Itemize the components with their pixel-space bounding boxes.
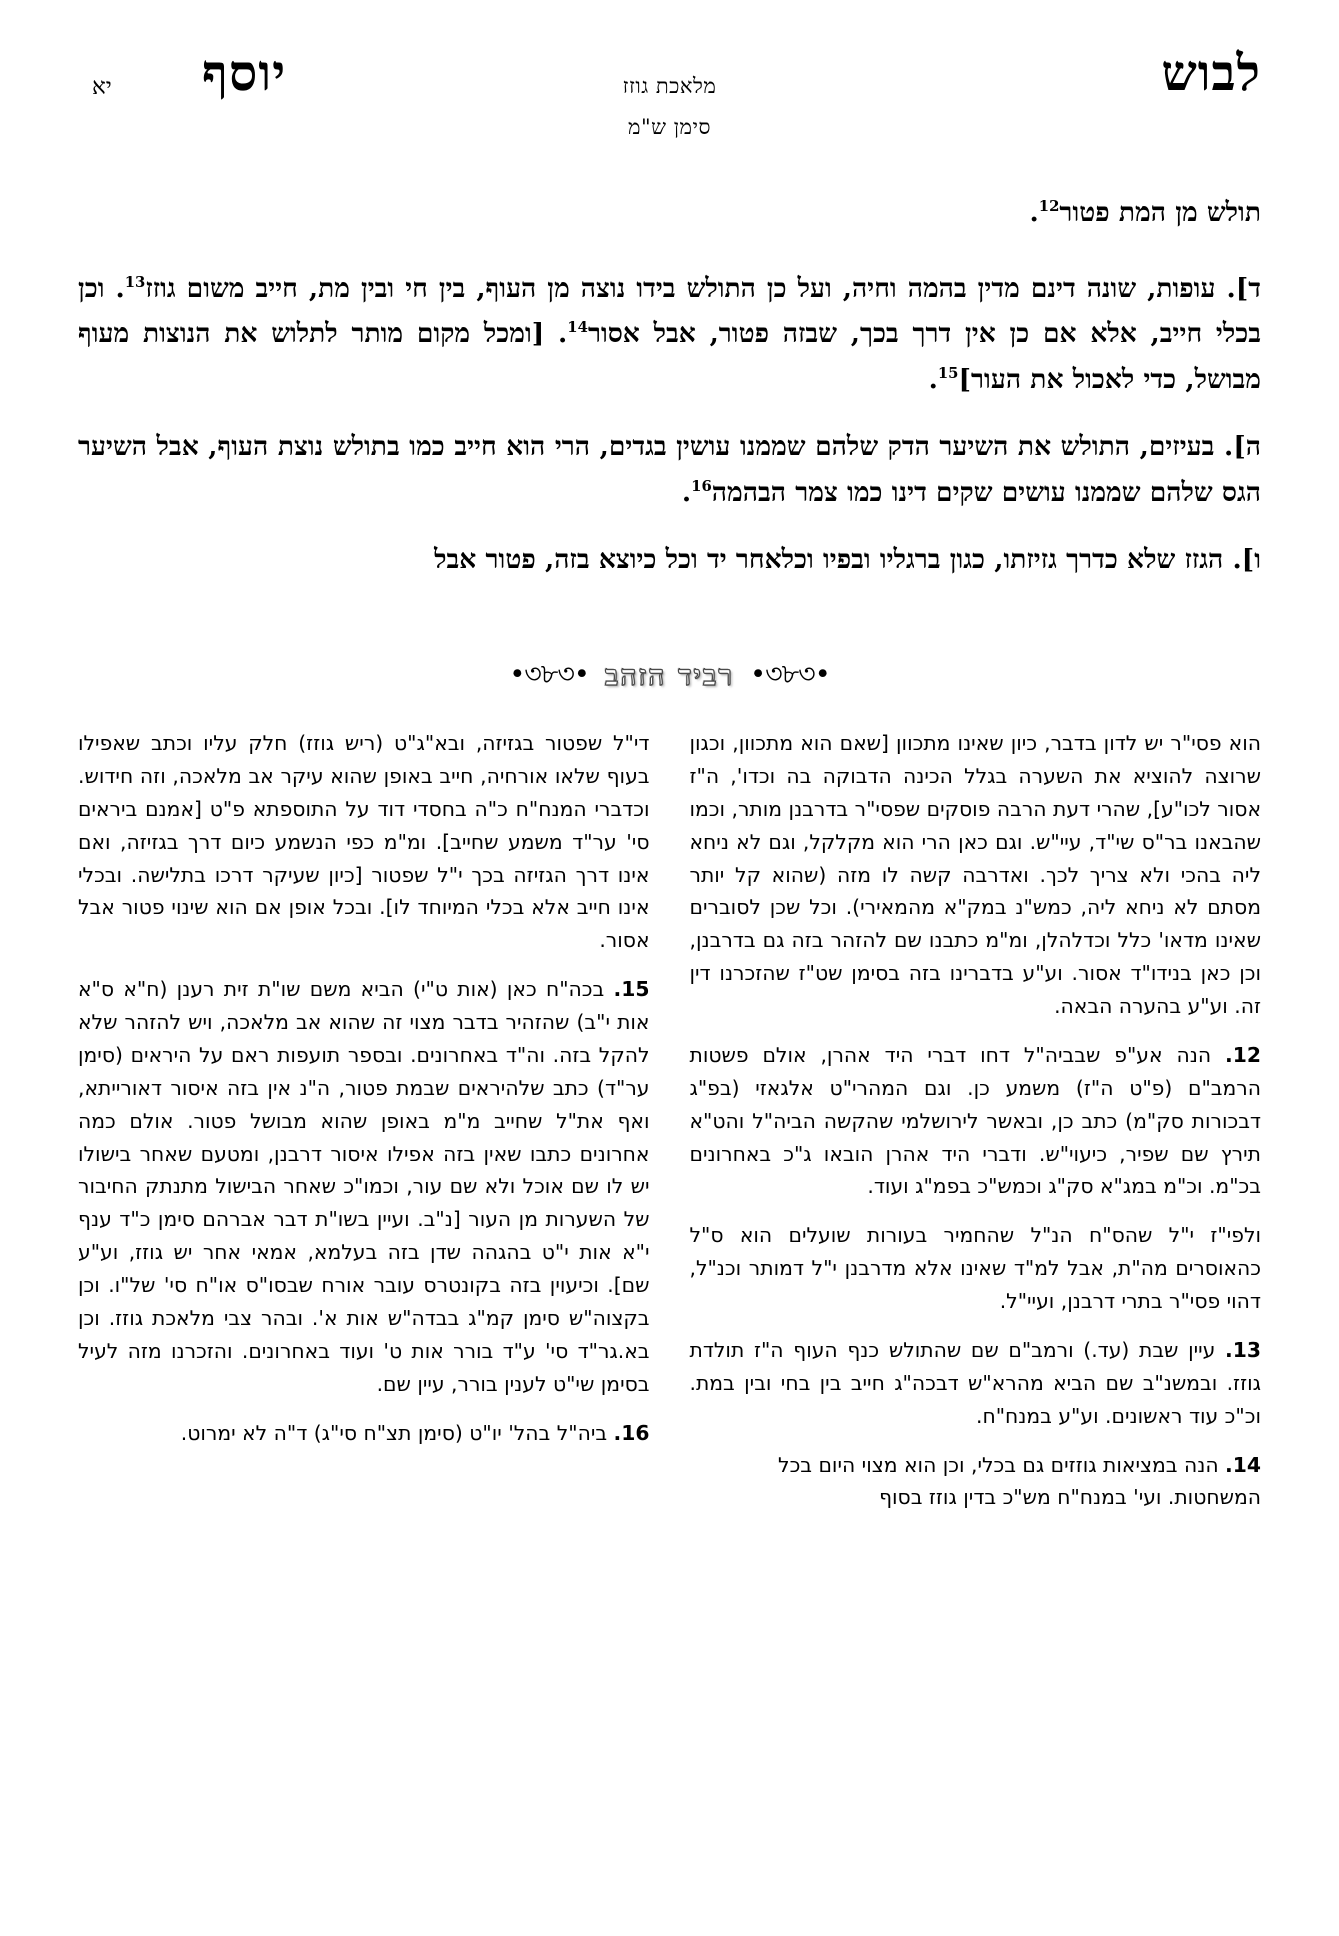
commentary-note	[690, 1334, 1262, 1433]
commentary-title: רביד הזהב	[604, 659, 735, 693]
main-text-paragraph: ד]. עופות, שונה דינם מדין בהמה וחיה, ועל כן התולש בידו נוצה מן העוף, בין חי ובין מת, חייב משום גוזז$^{13}$. וכן בכלי חייב, אלא אם כן אין דרך בכך, שבזה פטור, אבל אסור$^{14}$. [ומכל מקום מותר לתלוש את הנוצות מעוף מבושל, כדי לאכול את העור]$^{15}$.	[78, 272, 1261, 395]
main-text-body	[78, 190, 1261, 583]
footnote-ref[interactable]: 14	[567, 319, 588, 337]
commentary-column-right	[690, 727, 1262, 1514]
ornament-left-icon: •৩৮৩•	[750, 658, 830, 690]
header-left-title: יוסף	[202, 43, 287, 102]
commentary-note	[78, 1417, 650, 1450]
commentary-note-text: עיין שבת (עד.) ורמב"ם שם שהתולש כנף העוף ה"ז תולדת גוזז. ובמשנ"ב שם הביא מהרא"ש דבכה"ג חייב בין בחי ובין במת. וכ"כ עוד ראשונים. וע"ע במנח"ח.	[689, 1337, 1261, 1428]
page-header	[78, 43, 1261, 164]
footnote-ref[interactable]: 15	[937, 364, 959, 382]
section-label: ה].	[1223, 431, 1261, 463]
footnote-ref[interactable]: 16	[691, 478, 712, 496]
commentary-note	[690, 1449, 1262, 1515]
commentary-note-text: די"ל שפטור בגזיזה, ובא"ג"ט (ריש גוזז) חלק עליו וכתב שאפילו בעוף שלאו אורחיה, חייב באופן שהוא עיקר אב מלאכה, וזה חידוש. וכדברי המנח"ח כ"ה בחסדי דוד על התוספתא פ"ט [אמנם ביראים סי' ער"ד משמע שחייב]. ומ"מ כפי הנשמע כיום דרך בגזיזה, ואם אינו דרך הגזיזה בכך י"ל שפטור [כיון שעיקר דרכו בתלישה. ובכלי אינו חייב אלא בכלי המיוחד לו]. ובכל אופן אם הוא שינוי פטור אבל אסור.	[78, 731, 650, 953]
main-text-paragraphs	[78, 266, 1261, 583]
commentary-note-number: 12.	[1225, 1042, 1261, 1067]
header-center	[510, 76, 830, 138]
commentary-note-text: הנה במציאות גוזזים גם בכלי, וכן הוא מצוי היום בכל המשחטות. ועי' במנח"ח מש"כ בדין גוזז בסוף	[778, 1452, 1261, 1510]
main-text-paragraph: ה]. בעיזים, התולש את השיער הדק שלהם שממנו עושין בגדים, הרי הוא חייב כמו בתולש נוצת העוף, אבל השיער הגס שלהם שממנו עושים שקים דינו כמו צמר הבהמה$^{16}$.	[78, 431, 1261, 508]
main-text-fragment-top: תולש מן המת פטור$^{12}$.	[1029, 197, 1261, 228]
commentary-note-text: בכה"ח כאן (אות ט"י) הביא משם שו"ת זית רענן (ח"א ס"א אות י"ב) שהזהיר בדבר מצוי זה שהוא אב מלאכה, ויש להזהר שלא להקל בזה. וה"ד באחרונים. ובספר תועפות ראם על היראים (סימן ער"ד) כתב שלהיראים שבמת פטור, ה"נ אין בזה איסור דאורייתא, ואף את"ל שחייב מ"מ באופן שהוא מבושל פטור. אולם כמה אחרונים כתבו שאין בזה אפילו איסור דרבנן, ומטעם שאחר בישולו יש לו שם אוכל ולא שם עור, וכמו"כ שאחר הבישול מתנתק החיבור של השערות מן העור [נ"ב. ועיין בשו"ת דבר אברהם סימן כ"ד ענף י"א אות י"ט בהגהה שדן בזה בעלמא, אמאי אחר יש גוזז, וע"ע שם]. וכיעוין בזה בקונטרס עובר אורח שבסו"ס או"ח סי' של"ו. וכן בקצוה"ש סימן קמ"ג בבדה"ש אות א'. ובהר צבי מלאכת גוזז. וכן בא.גר"ד סי' ע"ד בורר אות ט' ועוד באחרונים. והזכרנו מזה לעיל בסימן שי"ט לענין בורר, עיין שם.	[78, 977, 650, 1396]
header-siman-number: סימן ש"מ	[628, 115, 711, 139]
commentary-column-left	[78, 727, 650, 1514]
commentary-note-number: 14.	[1225, 1452, 1261, 1477]
commentary-note-number: 15.	[613, 977, 650, 1002]
section-label: ו].	[1232, 544, 1261, 576]
commentary-note	[78, 727, 650, 957]
commentary-note-number: 13.	[1225, 1337, 1261, 1362]
commentary-note-text: ולפי"ז י"ל שהס"ח הנ"ל שהחמיר בעורות שועלים הוא ס"ל כהאוסרים מה"ת, אבל למ"ד שאינו אלא מדרבנן י"ל דמותר וכנ"ל, דהוי פסי"ר בתרי דרבנן, ועיי"ל.	[689, 1223, 1261, 1314]
page-number: יא	[92, 74, 112, 100]
ornament-right-icon: •৩৮৩•	[509, 658, 589, 690]
commentary-note-text: ביה"ל בהל' יו"ט (סימן תצ"ח סי"ג) ד"ה לא ימרוט.	[180, 1420, 614, 1445]
header-right-title: לבוש	[1161, 43, 1261, 102]
commentary-note-text: הוא פסי"ר יש לדון בדבר, כיון שאינו מתכוון [שאם הוא מתכוון, וכגון שרוצה להוציא את השערה בגלל הכינה הדבוקה בה וכדו', ה"ז אסור לכו"ע], שהרי דעת הרבה פוסקים שפסי"ר בדרבנן מותר, וכמו שהבאנו בר"ס שי"ד, עיי"ש. וגם כאן הרי הוא מקלקל, וגם לא ניחא ליה בהכי ולא צריך לכך. ואדרבה קשה לו מזה (שהוא קל יותר מסתם לא ניחא ליה, כמש"נ במק"א מהמאירי). וכל שכן לסוברים שאינו מדאו' כלל וכדלהלן, ומ"מ כתבנו שם להזהר בזה גם בדרבנן, וכן כאן בנידו"ד אסור. וע"ע בדברינו בזה בסימן שט"ז שהזכרנו דין זה. וע"ע בהערה הבאה.	[689, 731, 1261, 1019]
section-label: ד].	[1226, 272, 1261, 304]
commentary-columns	[78, 727, 1261, 1514]
page	[0, 43, 1339, 1936]
commentary-note	[690, 727, 1262, 1023]
header-chapter-topic: מלאכת גוזז	[622, 74, 717, 98]
commentary-note	[690, 1039, 1262, 1203]
footnote-ref[interactable]: 13	[124, 273, 146, 291]
commentary-note	[690, 1219, 1262, 1318]
commentary-note-text: הנה אע"פ שבביה"ל דחו דברי היד אהרן, אולם פשטות הרמב"ם (פ"ט ה"ז) משמע כן. וגם המהרי"ט אלגאזי (בפ"ג דבכורות סק"מ) כתב כן, ובאשר לירושלמי שהקשה הביה"ל והט"א תירץ שם שפיר, כיעוי"ש. ודברי היד אהרן הובאו ג"כ באחרונים בכ"מ. וכ"מ במג"א סק"ג וכמש"כ בפמ"ג ועוד.	[689, 1042, 1261, 1199]
footnote-ref[interactable]: 12	[1038, 198, 1060, 216]
commentary-note-number: 16.	[613, 1420, 650, 1445]
commentary-note	[78, 973, 650, 1400]
commentary-divider	[78, 658, 1261, 701]
main-text-paragraph: ו]. הגזז שלא כדרך גזיזתו, כגון ברגליו ובפיו וכלאחר יד וכל כיוצא בזה, פטור אבל	[434, 544, 1261, 576]
